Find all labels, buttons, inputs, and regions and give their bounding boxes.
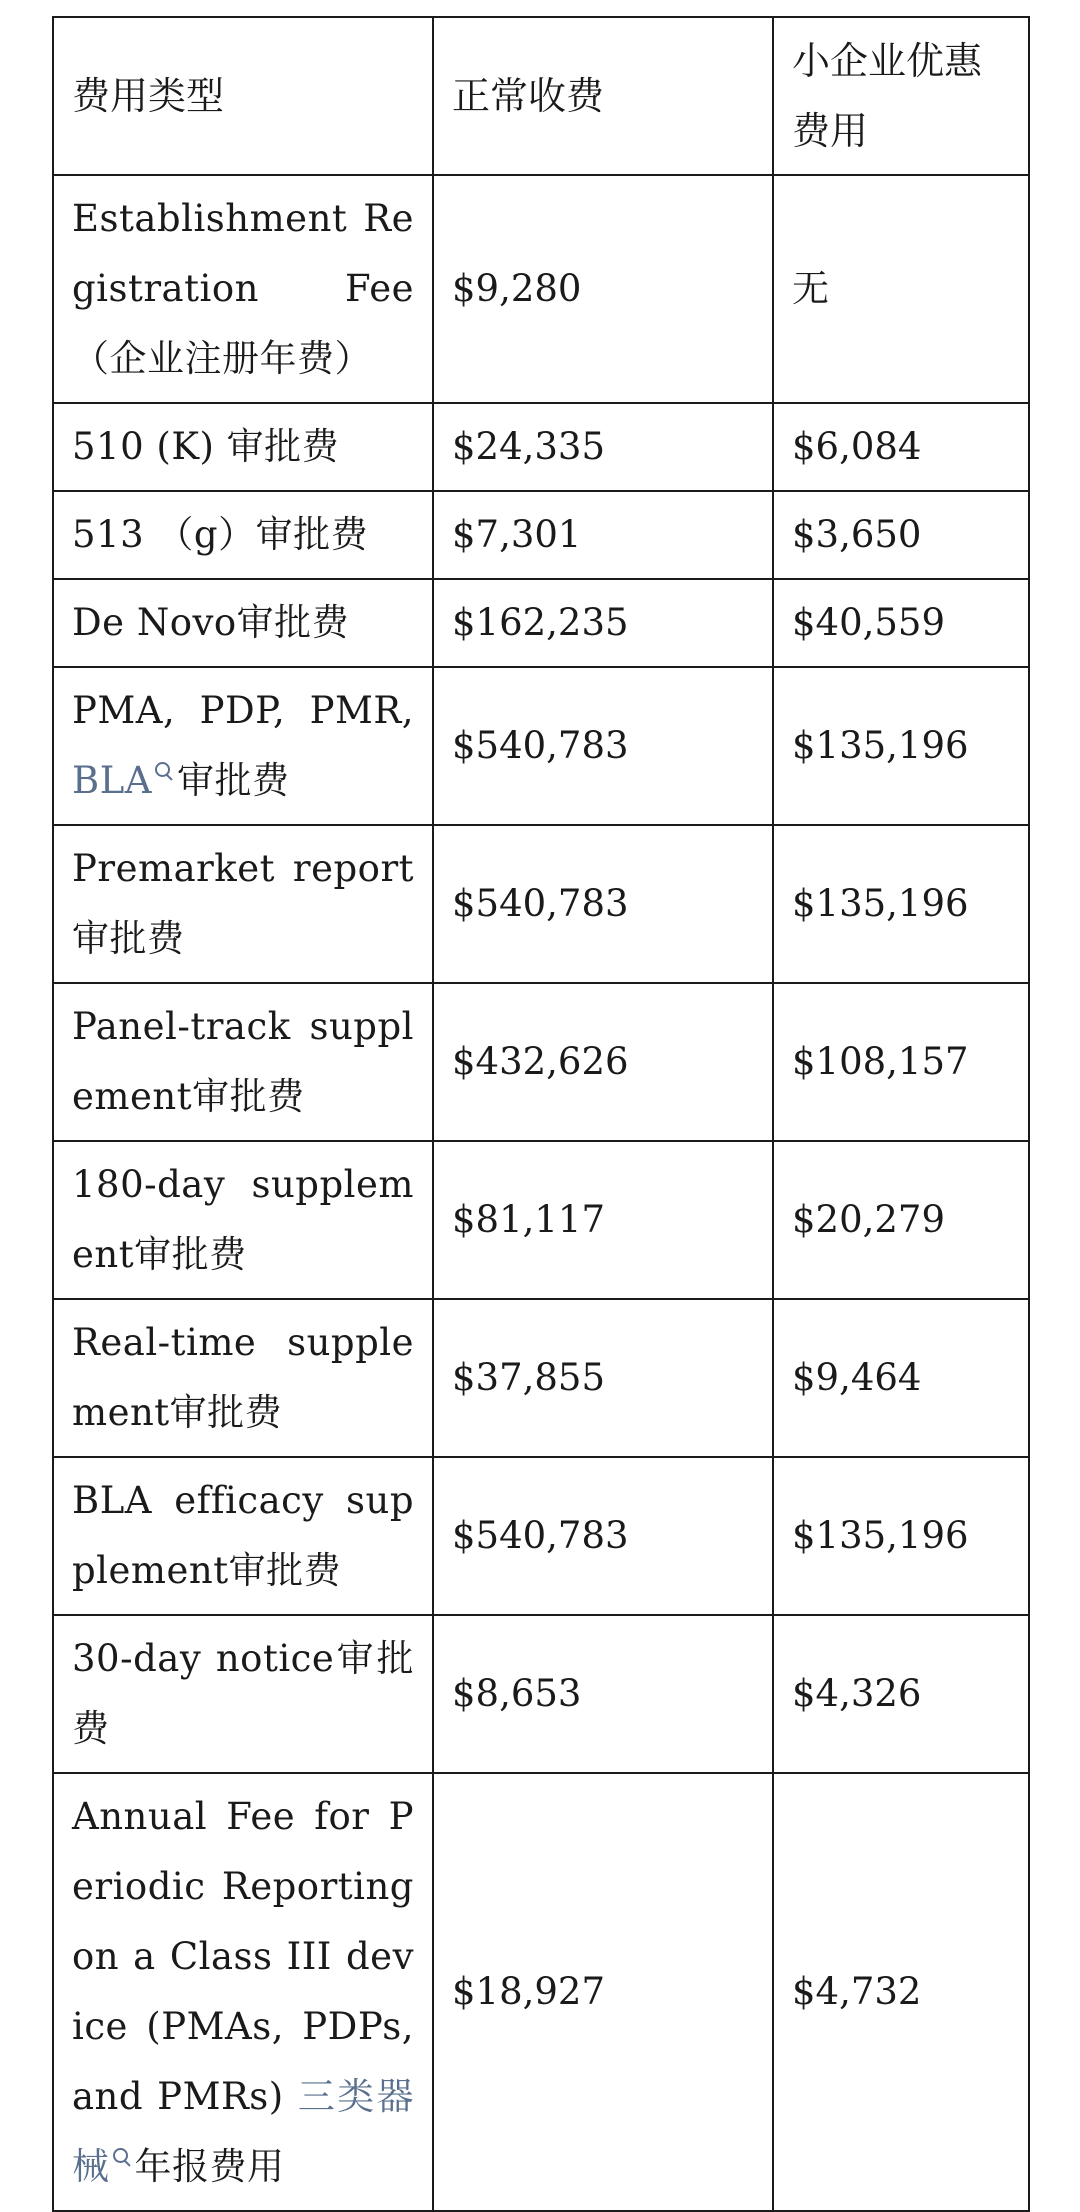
small-business-fee: $4,326	[773, 1615, 1029, 1773]
table-header-row	[53, 17, 1029, 175]
fee-name-prefix: Annual Fee for Periodic Reporting on a Class III device (PMAs, PDPs, and PMRs)	[72, 1795, 414, 2118]
search-icon[interactable]	[113, 2148, 131, 2166]
fee-name-suffix: 年报费用	[134, 2145, 285, 2188]
standard-fee: $7,301	[433, 491, 773, 579]
small-business-fee: $108,157	[773, 983, 1029, 1141]
fee-name: 180-day supplement审批费	[53, 1141, 433, 1299]
fee-name	[53, 667, 433, 825]
table-row	[53, 1457, 1029, 1615]
small-business-fee: $40,559	[773, 579, 1029, 667]
fee-name: Panel-track supplement审批费	[53, 983, 433, 1141]
fee-name: De Novo审批费	[53, 579, 433, 667]
class-iii-device-link[interactable]: 三类器械	[72, 2075, 414, 2188]
small-business-fee: 无	[773, 175, 1029, 403]
search-icon[interactable]	[155, 762, 173, 780]
standard-fee: $24,335	[433, 403, 773, 491]
small-business-fee: $135,196	[773, 1457, 1029, 1615]
table-row	[53, 1141, 1029, 1299]
fee-name: Real-time supplement审批费	[53, 1299, 433, 1457]
header-small-business-fee: 小企业优惠费用	[773, 17, 1029, 175]
fee-name: 510 (K) 审批费	[53, 403, 433, 491]
standard-fee: $540,783	[433, 825, 773, 983]
fee-name: 30-day notice审批费	[53, 1615, 433, 1773]
fee-name: Premarket report审批费	[53, 825, 433, 983]
standard-fee: $8,653	[433, 1615, 773, 1773]
table-row	[53, 579, 1029, 667]
small-business-fee: $3,650	[773, 491, 1029, 579]
small-business-fee: $4,732	[773, 1773, 1029, 2211]
table-row	[53, 667, 1029, 825]
header-standard-fee: 正常收费	[433, 17, 773, 175]
fee-name: 513 （g）审批费	[53, 491, 433, 579]
fee-name: Establishment Registration Fee（企业注册年费）	[53, 175, 433, 403]
standard-fee: $9,280	[433, 175, 773, 403]
table-row	[53, 491, 1029, 579]
table-row	[53, 983, 1029, 1141]
fee-name-prefix: PMA, PDP, PMR,	[72, 689, 414, 732]
table-row	[53, 403, 1029, 491]
standard-fee: $81,117	[433, 1141, 773, 1299]
standard-fee: $162,235	[433, 579, 773, 667]
small-business-fee: $9,464	[773, 1299, 1029, 1457]
header-fee-type: 费用类型	[53, 17, 433, 175]
standard-fee: $18,927	[433, 1773, 773, 2211]
standard-fee: $540,783	[433, 1457, 773, 1615]
fee-name: BLA efficacy supplement审批费	[53, 1457, 433, 1615]
table-row	[53, 1615, 1029, 1773]
standard-fee: $37,855	[433, 1299, 773, 1457]
table-row	[53, 1299, 1029, 1457]
standard-fee: $432,626	[433, 983, 773, 1141]
small-business-fee: $6,084	[773, 403, 1029, 491]
table-row	[53, 825, 1029, 983]
table-row	[53, 175, 1029, 403]
small-business-fee: $135,196	[773, 825, 1029, 983]
small-business-fee: $20,279	[773, 1141, 1029, 1299]
fee-name	[53, 1773, 433, 2211]
small-business-fee: $135,196	[773, 667, 1029, 825]
table-row	[53, 1773, 1029, 2211]
bla-link[interactable]: BLA	[72, 759, 152, 802]
fee-name-suffix: 审批费	[176, 759, 290, 802]
standard-fee: $540,783	[433, 667, 773, 825]
fee-table	[52, 16, 1030, 2212]
